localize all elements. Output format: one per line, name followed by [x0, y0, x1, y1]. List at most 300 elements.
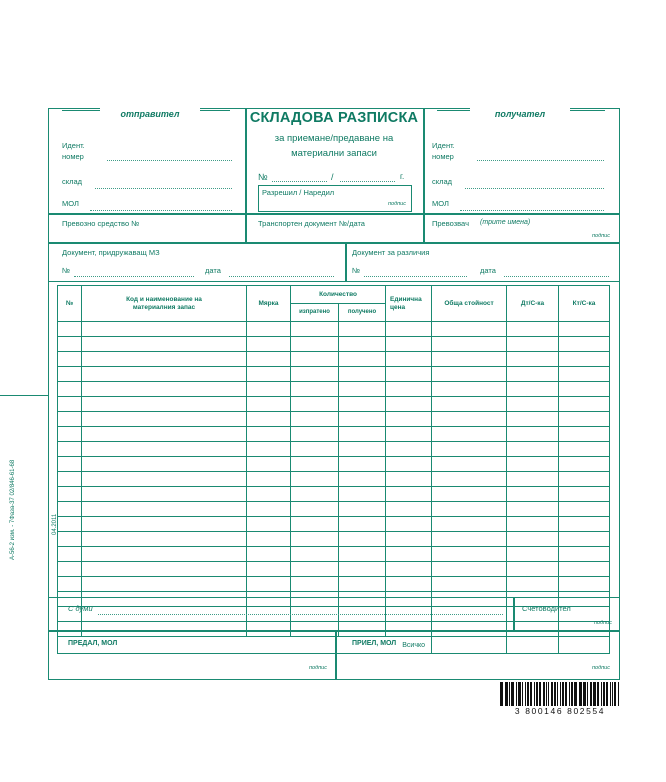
- cell-unit[interactable]: [247, 502, 291, 517]
- cell-debit[interactable]: [507, 547, 559, 562]
- table-row: [58, 427, 610, 442]
- barcode-bar: [590, 682, 592, 706]
- cell-qty-received[interactable]: [339, 547, 386, 562]
- col-debit: Дт/С-ка: [507, 286, 559, 322]
- cell-name[interactable]: [82, 532, 247, 547]
- cell-credit[interactable]: [559, 577, 610, 592]
- table-row: [58, 517, 610, 532]
- barcode-bar: [539, 682, 541, 706]
- cell-total[interactable]: [432, 427, 507, 442]
- cell-credit[interactable]: [559, 472, 610, 487]
- cell-price[interactable]: [386, 397, 432, 412]
- cell-total[interactable]: [432, 472, 507, 487]
- cell-credit[interactable]: [559, 532, 610, 547]
- cell-qty-received[interactable]: [339, 472, 386, 487]
- barcode-bar: [554, 682, 556, 706]
- col-price-line2: цена: [390, 303, 406, 311]
- barcode-bar: [593, 682, 596, 706]
- cell-qty-sent[interactable]: [291, 472, 339, 487]
- col-no: №: [58, 286, 82, 322]
- cell-unit[interactable]: [247, 352, 291, 367]
- barcode-bar: [579, 682, 582, 706]
- accompanying-doc-number-field[interactable]: [74, 268, 194, 277]
- cell-total[interactable]: [432, 382, 507, 397]
- cell-debit[interactable]: [507, 532, 559, 547]
- cell-debit[interactable]: [507, 457, 559, 472]
- cell-credit[interactable]: [559, 562, 610, 577]
- cell-debit[interactable]: [507, 352, 559, 367]
- cell-qty-received[interactable]: [339, 367, 386, 382]
- cell-credit[interactable]: [559, 427, 610, 442]
- receiver-warehouse-label: склад: [432, 177, 453, 186]
- barcode-bar: [536, 682, 538, 706]
- cell-credit[interactable]: [559, 547, 610, 562]
- cell-unit[interactable]: [247, 337, 291, 352]
- cell-qty-sent[interactable]: [291, 487, 339, 502]
- received-by-signature-label: подпис: [592, 665, 610, 671]
- cell-qty-sent[interactable]: [291, 397, 339, 412]
- cell-no[interactable]: [58, 457, 82, 472]
- barcode-bar: [560, 682, 561, 706]
- barcode-bar: [597, 682, 599, 706]
- cell-price[interactable]: [386, 352, 432, 367]
- cell-name[interactable]: [82, 397, 247, 412]
- col-credit: Кт/С-ка: [559, 286, 610, 322]
- cell-total[interactable]: [432, 322, 507, 337]
- side-code: А-56-2 изм. - 7Фаза-37 02/846-61-68: [10, 459, 16, 560]
- barcode-bar: [505, 682, 508, 706]
- year-suffix: г.: [400, 172, 405, 181]
- cell-price[interactable]: [386, 577, 432, 592]
- cell-qty-sent[interactable]: [291, 502, 339, 517]
- barcode-bar: [574, 682, 577, 706]
- cell-name[interactable]: [82, 412, 247, 427]
- cell-unit[interactable]: [247, 517, 291, 532]
- cell-credit[interactable]: [559, 397, 610, 412]
- table-row: [58, 367, 610, 382]
- barcode-bar: [551, 682, 553, 706]
- cell-price[interactable]: [386, 502, 432, 517]
- barcode-bar: [612, 682, 613, 706]
- cell-credit[interactable]: [559, 517, 610, 532]
- barcode-bar: [587, 682, 588, 706]
- cell-qty-sent[interactable]: [291, 412, 339, 427]
- order-signature-label: подпис: [388, 201, 406, 207]
- cell-name[interactable]: [82, 562, 247, 577]
- barcode-bar: [527, 682, 529, 706]
- accompanying-doc-date-field[interactable]: [229, 268, 334, 277]
- cell-no[interactable]: [58, 502, 82, 517]
- cell-qty-received[interactable]: [339, 382, 386, 397]
- cell-qty-sent[interactable]: [291, 517, 339, 532]
- carrier-label: Превозвач: [432, 219, 469, 228]
- cell-qty-sent[interactable]: [291, 577, 339, 592]
- table-row: [58, 382, 610, 397]
- side-date: 04.2011: [52, 513, 58, 535]
- cell-name[interactable]: [82, 517, 247, 532]
- cell-debit[interactable]: [507, 517, 559, 532]
- barcode-bars: [498, 682, 622, 706]
- barcode-bar: [603, 682, 605, 706]
- cell-total[interactable]: [432, 517, 507, 532]
- cell-price[interactable]: [386, 562, 432, 577]
- cell-credit[interactable]: [559, 502, 610, 517]
- cell-credit[interactable]: [559, 412, 610, 427]
- cell-qty-received[interactable]: [339, 532, 386, 547]
- cell-no[interactable]: [58, 577, 82, 592]
- accountant-block[interactable]: [513, 597, 620, 632]
- cell-name[interactable]: [82, 382, 247, 397]
- cell-total[interactable]: [432, 562, 507, 577]
- cell-credit[interactable]: [559, 457, 610, 472]
- margin-crease-line: [0, 395, 48, 396]
- table-row: [58, 352, 610, 367]
- items-table-body: [58, 322, 610, 637]
- barcode-digits: 3 800146 802554: [514, 706, 606, 716]
- cell-price[interactable]: [386, 367, 432, 382]
- cell-qty-received[interactable]: [339, 412, 386, 427]
- receiver-ident-field[interactable]: [477, 150, 604, 161]
- cell-no[interactable]: [58, 382, 82, 397]
- sender-tab: [100, 104, 200, 118]
- receiver-ident-line2: номер: [432, 152, 454, 161]
- col-qty-sent: изпратено: [291, 304, 339, 322]
- table-header-row: [58, 286, 610, 304]
- cell-no[interactable]: [58, 547, 82, 562]
- cell-qty-received[interactable]: [339, 457, 386, 472]
- cell-unit[interactable]: [247, 457, 291, 472]
- col-name-line1: Код и наименование на: [126, 296, 202, 304]
- differences-doc-number-field[interactable]: [364, 268, 467, 277]
- handed-over-label: ПРЕДАЛ, МОЛ: [68, 640, 118, 647]
- sender-mol-field[interactable]: [90, 200, 232, 211]
- sender-warehouse-label: склад: [62, 177, 83, 186]
- col-quantity: Количество: [291, 286, 386, 304]
- cell-unit[interactable]: [247, 322, 291, 337]
- accompanying-doc-date-label: дата: [205, 266, 221, 275]
- barcode-bar: [511, 682, 514, 706]
- cell-no[interactable]: [58, 487, 82, 502]
- cell-name[interactable]: [82, 442, 247, 457]
- cell-name[interactable]: [82, 577, 247, 592]
- cell-name[interactable]: [82, 322, 247, 337]
- cell-unit[interactable]: [247, 547, 291, 562]
- cell-no[interactable]: [58, 397, 82, 412]
- cell-total[interactable]: [432, 412, 507, 427]
- cell-qty-sent[interactable]: [291, 382, 339, 397]
- cell-no[interactable]: [58, 427, 82, 442]
- cell-qty-received[interactable]: [339, 517, 386, 532]
- cell-unit[interactable]: [247, 472, 291, 487]
- sender-tab-rule-left: [62, 110, 100, 111]
- differences-doc-number-label: №: [352, 266, 361, 275]
- cell-name[interactable]: [82, 352, 247, 367]
- differences-doc-date-field[interactable]: [504, 268, 609, 277]
- cell-debit[interactable]: [507, 337, 559, 352]
- barcode-bar: [509, 682, 510, 706]
- cell-total[interactable]: [432, 442, 507, 457]
- receiver-warehouse-field[interactable]: [465, 178, 604, 189]
- cell-debit[interactable]: [507, 427, 559, 442]
- cell-name[interactable]: [82, 472, 247, 487]
- barcode-bar: [522, 682, 523, 706]
- cell-no[interactable]: [58, 472, 82, 487]
- cell-no[interactable]: [58, 337, 82, 352]
- cell-debit[interactable]: [507, 577, 559, 592]
- items-table-head: [58, 286, 610, 322]
- cell-unit[interactable]: [247, 532, 291, 547]
- cell-qty-sent[interactable]: [291, 322, 339, 337]
- cell-name[interactable]: [82, 502, 247, 517]
- barcode-bar: [543, 682, 545, 706]
- cell-price[interactable]: [386, 412, 432, 427]
- table-row: [58, 487, 610, 502]
- sender-tab-rule-right: [200, 110, 230, 111]
- table-row: [58, 562, 610, 577]
- cell-unit[interactable]: [247, 562, 291, 577]
- table-row: [58, 502, 610, 517]
- col-price-line1: Единична: [390, 296, 422, 304]
- receiver-mol-label: МОЛ: [432, 199, 449, 208]
- cell-price[interactable]: [386, 457, 432, 472]
- cell-qty-sent[interactable]: [291, 337, 339, 352]
- barcode: [498, 682, 622, 716]
- sender-ident-field[interactable]: [107, 150, 232, 161]
- barcode-bar: [548, 682, 549, 706]
- barcode-bar: [569, 682, 570, 706]
- cell-no[interactable]: [58, 322, 82, 337]
- cell-no[interactable]: [58, 442, 82, 457]
- cell-no[interactable]: [58, 562, 82, 577]
- cell-qty-sent[interactable]: [291, 427, 339, 442]
- cell-total[interactable]: [432, 547, 507, 562]
- barcode-bar: [601, 682, 602, 706]
- barcode-bar: [500, 682, 503, 706]
- table-row: [58, 472, 610, 487]
- cell-qty-received[interactable]: [339, 427, 386, 442]
- cell-credit[interactable]: [559, 382, 610, 397]
- cell-unit[interactable]: [247, 442, 291, 457]
- table-row: [58, 442, 610, 457]
- cell-credit[interactable]: [559, 442, 610, 457]
- barcode-bar: [583, 682, 586, 706]
- transport-doc-label: Транспортен документ №/дата: [258, 219, 365, 228]
- document-subtitle-line2: материални запаси: [291, 148, 377, 159]
- cell-price[interactable]: [386, 547, 432, 562]
- cell-name[interactable]: [82, 337, 247, 352]
- cell-name[interactable]: [82, 457, 247, 472]
- table-row: [58, 547, 610, 562]
- cell-total[interactable]: [432, 352, 507, 367]
- cell-unit[interactable]: [247, 577, 291, 592]
- accompanying-doc-number-label: №: [62, 266, 71, 275]
- cell-qty-received[interactable]: [339, 397, 386, 412]
- cell-credit[interactable]: [559, 337, 610, 352]
- cell-debit[interactable]: [507, 562, 559, 577]
- cell-unit[interactable]: [247, 427, 291, 442]
- sender-mol-label: МОЛ: [62, 199, 79, 208]
- cell-unit[interactable]: [247, 412, 291, 427]
- barcode-bar: [534, 682, 535, 706]
- cell-no[interactable]: [58, 367, 82, 382]
- cell-unit[interactable]: [247, 382, 291, 397]
- barcode-bar: [516, 682, 517, 706]
- cell-total[interactable]: [432, 337, 507, 352]
- sender-tab-label: отправител: [120, 109, 180, 119]
- receiver-tab: [470, 104, 570, 118]
- cell-total[interactable]: [432, 457, 507, 472]
- cell-unit[interactable]: [247, 397, 291, 412]
- cell-price[interactable]: [386, 472, 432, 487]
- table-row: [58, 412, 610, 427]
- receiver-mol-field[interactable]: [460, 200, 604, 211]
- accompanying-doc-label: Документ, придружаващ МЗ: [62, 248, 160, 257]
- in-words-field[interactable]: [98, 613, 503, 615]
- cell-name[interactable]: [82, 427, 247, 442]
- cell-price[interactable]: [386, 322, 432, 337]
- col-total: Обща стойност: [432, 286, 507, 322]
- cell-debit[interactable]: [507, 322, 559, 337]
- total-label: Всичко: [402, 641, 426, 649]
- cell-unit[interactable]: [247, 487, 291, 502]
- cell-qty-received[interactable]: [339, 442, 386, 457]
- cell-name[interactable]: [82, 547, 247, 562]
- accountant-signature-label: подпис: [594, 620, 612, 626]
- cell-total[interactable]: [432, 367, 507, 382]
- cell-qty-received[interactable]: [339, 502, 386, 517]
- barcode-bar: [618, 682, 619, 706]
- cell-total[interactable]: [432, 532, 507, 547]
- cell-debit[interactable]: [507, 397, 559, 412]
- cell-qty-sent[interactable]: [291, 457, 339, 472]
- cell-qty-sent[interactable]: [291, 547, 339, 562]
- table-row: [58, 337, 610, 352]
- table-row: [58, 322, 610, 337]
- cell-price[interactable]: [386, 487, 432, 502]
- sender-ident-label: [62, 140, 106, 162]
- cell-debit[interactable]: [507, 487, 559, 502]
- table-row: [58, 577, 610, 592]
- col-name-line2: материалния запас: [132, 303, 196, 311]
- differences-doc-date-label: дата: [480, 266, 496, 275]
- number-date-field[interactable]: [340, 180, 395, 182]
- cell-no[interactable]: [58, 352, 82, 367]
- cell-debit[interactable]: [507, 367, 559, 382]
- receiver-tab-rule-left: [437, 110, 470, 111]
- number-slash: /: [331, 172, 334, 182]
- cell-total[interactable]: [432, 502, 507, 517]
- accountant-label: Счетоводител: [522, 604, 571, 613]
- table-row: [58, 397, 610, 412]
- cell-price[interactable]: [386, 532, 432, 547]
- transport-vehicle-block[interactable]: [48, 213, 247, 244]
- received-by-label: ПРИЕЛ, МОЛ: [352, 640, 397, 647]
- receiver-tab-label: получател: [494, 109, 546, 119]
- receiver-ident-line1: Идент.: [432, 141, 455, 150]
- cell-debit[interactable]: [507, 502, 559, 517]
- cell-total[interactable]: [432, 397, 507, 412]
- cell-credit[interactable]: [559, 487, 610, 502]
- col-unit: Мярка: [247, 286, 291, 322]
- cell-qty-received[interactable]: [339, 577, 386, 592]
- table-row: [58, 532, 610, 547]
- cell-debit[interactable]: [507, 442, 559, 457]
- cell-qty-sent[interactable]: [291, 442, 339, 457]
- carrier-hint: (трите имена): [480, 219, 531, 226]
- sender-ident-line1: Идент.: [62, 141, 85, 150]
- differences-doc-label: Документ за различия: [352, 248, 430, 257]
- cell-qty-sent[interactable]: [291, 532, 339, 547]
- sender-ident-line2: номер: [62, 152, 84, 161]
- cell-credit[interactable]: [559, 352, 610, 367]
- barcode-bar: [610, 682, 611, 706]
- barcode-bar: [565, 682, 567, 706]
- document-title: СКЛАДОВА РАЗПИСКА: [249, 110, 419, 126]
- barcode-bar: [557, 682, 558, 706]
- cell-qty-received[interactable]: [339, 337, 386, 352]
- cell-price[interactable]: [386, 382, 432, 397]
- number-field[interactable]: [272, 180, 327, 182]
- receiver-ident-label: [432, 140, 476, 162]
- cell-price[interactable]: [386, 427, 432, 442]
- carrier-block[interactable]: [423, 213, 620, 244]
- cell-qty-received[interactable]: [339, 322, 386, 337]
- barcode-bar: [562, 682, 564, 706]
- barcode-bar: [518, 682, 521, 706]
- cell-no[interactable]: [58, 532, 82, 547]
- cell-total[interactable]: [432, 487, 507, 502]
- cell-debit[interactable]: [507, 382, 559, 397]
- cell-price[interactable]: [386, 442, 432, 457]
- cell-credit[interactable]: [559, 322, 610, 337]
- barcode-bar: [571, 682, 573, 706]
- barcode-bar: [614, 682, 616, 706]
- handed-over-block[interactable]: [48, 630, 337, 680]
- receiver-tab-rule-right: [570, 110, 605, 111]
- transport-vehicle-label: Превозно средство №: [62, 219, 140, 228]
- cell-no[interactable]: [58, 412, 82, 427]
- cell-name[interactable]: [82, 487, 247, 502]
- table-row: [58, 457, 610, 472]
- cell-credit[interactable]: [559, 367, 610, 382]
- received-by-block[interactable]: [335, 630, 620, 680]
- barcode-bar: [546, 682, 547, 706]
- cell-price[interactable]: [386, 517, 432, 532]
- cell-unit[interactable]: [247, 367, 291, 382]
- handed-over-signature-label: подпис: [309, 665, 327, 671]
- document-subtitle-line1: за приемане/предаване на: [274, 133, 394, 144]
- in-words-label: С думи: [68, 604, 93, 613]
- cell-no[interactable]: [58, 517, 82, 532]
- cell-qty-received[interactable]: [339, 562, 386, 577]
- barcode-bar: [530, 682, 532, 706]
- cell-qty-received[interactable]: [339, 487, 386, 502]
- carrier-signature-label: подпис: [592, 233, 610, 239]
- cell-qty-sent[interactable]: [291, 367, 339, 382]
- col-qty-received: получено: [339, 304, 386, 322]
- cell-qty-received[interactable]: [339, 352, 386, 367]
- cell-qty-sent[interactable]: [291, 562, 339, 577]
- cell-debit[interactable]: [507, 412, 559, 427]
- transport-doc-block[interactable]: [245, 213, 425, 244]
- cell-price[interactable]: [386, 337, 432, 352]
- sender-warehouse-field[interactable]: [95, 178, 232, 189]
- cell-debit[interactable]: [507, 472, 559, 487]
- cell-total[interactable]: [432, 577, 507, 592]
- barcode-bar: [525, 682, 526, 706]
- cell-name[interactable]: [82, 367, 247, 382]
- cell-qty-sent[interactable]: [291, 352, 339, 367]
